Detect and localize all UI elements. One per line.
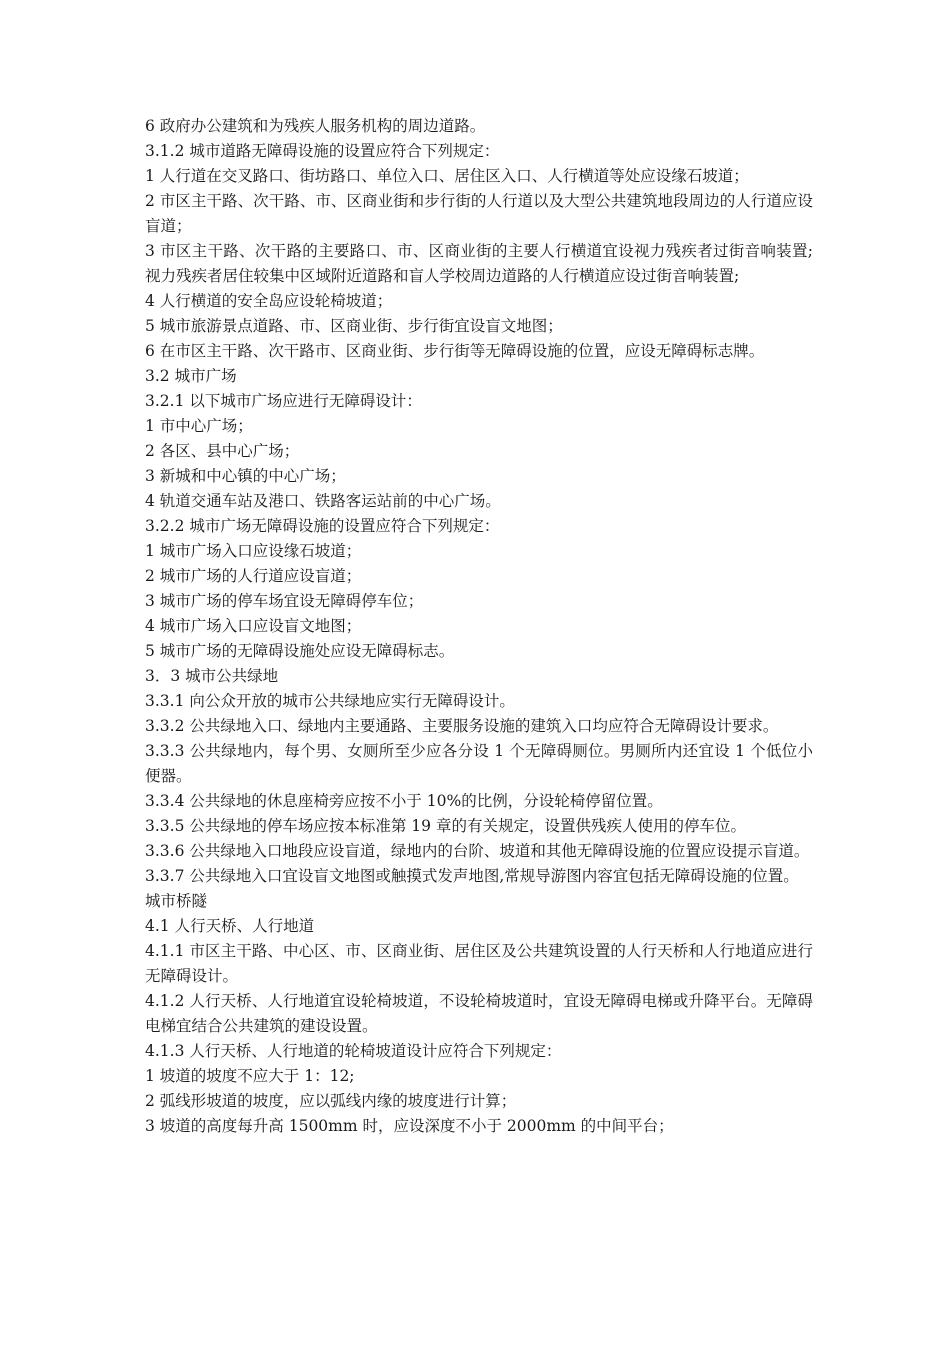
text-line: 6 政府办公建筑和为残疾人服务机构的周边道路。 [145,117,486,135]
text-line: 4.1.2 人行天桥、人行地道宜设轮椅坡道，不设轮椅坡道时，宜设无障碍电梯或升降平台。无障碍电梯宜结合公共建筑的建设设置。 [145,992,813,1035]
text-line: 1 城市广场入口应设缘石坡道； [145,542,362,560]
text-line: 1 人行道在交叉路口、街坊路口、单位入口、居住区入口、人行横道等处应设缘石坡道； [145,167,749,185]
text-line: 3 新城和中心镇的中心广场； [145,467,346,485]
text-line: 3.3.2 公共绿地入口、绿地内主要通路、主要服务设施的建筑入口均应符合无障碍设计要求。 [145,717,779,735]
document-page [145,114,813,1139]
text-line: 6 在市区主干路、次干路市、区商业街、步行街等无障碍设施的位置，应设无障碍标志牌。 [145,342,765,360]
text-line: 3.3.3 公共绿地内，每个男、女厕所至少应各分设 1 个无障碍厕位。男厕所内还宜设 1 个低位小便器。 [145,742,813,785]
text-line: 4 人行横道的安全岛应设轮椅坡道； [145,292,393,310]
section-heading: 3.2.2 城市广场无障碍设施的设置应符合下列规定： [145,517,500,535]
text-line: 5 城市广场的无障碍设施处应设无障碍标志。 [145,642,455,660]
text-line: 3.3.7 公共绿地入口宜设盲文地图或触摸式发声地图,常规导游图内容宜包括无障碍设施的位置。 [145,867,799,885]
text-line: 1 坡道的坡度不应大于 1：12; [145,1067,355,1085]
text-line: 2 城市广场的人行道应设盲道； [145,567,362,585]
section-heading: 3.2 城市广场 [145,367,237,385]
text-line: 4 轨道交通车站及港口、铁路客运站前的中心广场。 [145,492,501,510]
text-line: 2 弧线形坡道的坡度，应以弧线内缘的坡度进行计算； [145,1092,517,1110]
text-line: 4.1.1 市区主干路、中心区、市、区商业街、居住区及公共建筑设置的人行天桥和人行地道应进行无障碍设计。 [145,942,813,985]
text-line: 1 市中心广场； [145,417,253,435]
text-line: 4 城市广场入口应设盲文地图； [145,617,362,635]
text-line: 3 坡道的高度每升高 1500mm 时，应设深度不小于 2000mm 的中间平台； [145,1117,674,1135]
text-line: 3 城市广场的停车场宜设无障碍停车位； [145,592,424,610]
text-line: 3.3.6 公共绿地入口地段应设盲道，绿地内的台阶、坡道和其他无障碍设施的位置应设提示盲道。 [145,842,810,860]
section-heading: 3.2.1 以下城市广场应进行无障碍设计： [145,392,422,410]
text-line: 5 城市旅游景点道路、市、区商业街、步行街宜设盲文地图； [145,317,563,335]
section-heading: 3.1.2 城市道路无障碍设施的设置应符合下列规定： [145,142,500,160]
text-line: 3 市区主干路、次干路的主要路口、市、区商业街的主要人行横道宜设视力残疾者过街音响装置;视力残疾者居住较集中区域附近道路和盲人学校周边道路的人行横道应设过街音响装置; [145,242,813,285]
section-heading: 3．3 城市公共绿地 [145,667,279,685]
text-line: 4.1.3 人行天桥、人行地道的轮椅坡道设计应符合下列规定： [145,1042,562,1060]
text-line: 3.3.1 向公众开放的城市公共绿地应实行无障碍设计。 [145,692,515,710]
section-heading: 4.1 人行天桥、人行地道 [145,917,315,935]
section-heading: 城市桥隧 [145,892,208,910]
text-line: 3.3.4 公共绿地的休息座椅旁应按不小于 10%的比例，分设轮椅停留位置。 [145,792,663,810]
text-line: 2 市区主干路、次干路、市、区商业街和步行街的人行道以及大型公共建筑地段周边的人行道应设盲道； [145,192,813,235]
text-line: 2 各区、县中心广场； [145,442,300,460]
text-line: 3.3.5 公共绿地的停车场应按本标准第 19 章的有关规定，设置供残疾人使用的停车位。 [145,817,746,835]
